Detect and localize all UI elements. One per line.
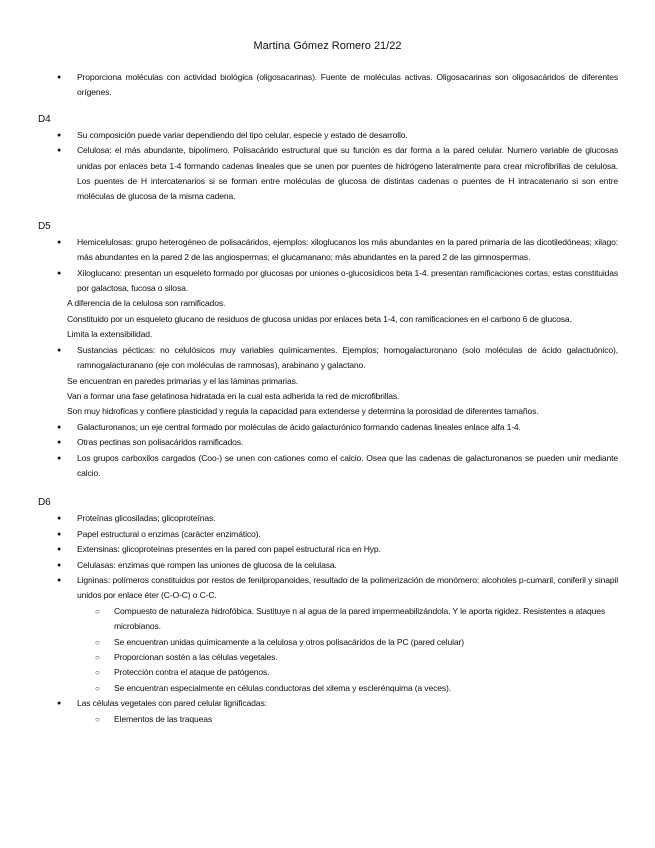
note-line: Son muy hidrofícas y confiere plasticidad y regula la capacidad para extenderse y determina la porosidad de diferentes tamaños.	[67, 406, 539, 417]
list-item: ● Papel estructural o enzimas (carácter enzimático).	[38, 527, 618, 542]
d5-list-end	[38, 420, 618, 482]
list-item: ● Sustancias pécticas: no celulósicos muy variables químicamentes. Ejemplos; homogalacturonano (solo moléculas de ácido galactuónico), ramnogalacturanano (eje con moléculas de ramnosas), arabinano y galactano.	[38, 343, 618, 374]
page-header: Martina Gómez Romero 21/22	[253, 40, 402, 52]
note-line: A diferencia de la celulosa son ramificados.	[67, 298, 226, 309]
sub-list-item: ○ Protección contra el ataque de patógenos.	[38, 665, 618, 680]
sub-list-item: ○ Proporcionan sostén a las células vegetales.	[38, 650, 618, 665]
note-line: Constituido por un esqueleto glucano de residuos de glucosa unidas por enlaces beta 1-4, con ramificaciones en el carbono 6 de glucosa.	[67, 313, 572, 324]
list-item: ● Celulasas: enzimas que rompen las uniones de glucosa de la celulasa.	[38, 558, 618, 573]
page-content	[38, 70, 618, 727]
sub-list-item: ○ Elementos de las traqueas	[38, 712, 618, 727]
list-item: ● Ligninas: polímeros constituidos por restos de fenilpropanoides, resultado de la polimerización de monómero: alcoholes p-cumaril, coniferil y sinapil unidos por enlace éter (C-O-C) o C-C.	[38, 573, 618, 604]
intro-list	[38, 70, 618, 101]
list-item: ● Galacturonanos; un eje central formado por moléculas de ácido galacturónico formando cadenas lineales enlace alfa 1-4.	[38, 420, 618, 435]
d4-list	[38, 128, 618, 205]
list-item: ● Su composición puede variar dependiendo del tipo celular, especie y estado de desarrollo.	[38, 128, 618, 143]
note-line: Van a formar una fase gelatinosa hidratada en la cual esta adherida la red de microfibrillas.	[67, 390, 400, 401]
list-item: ● Xiloglucano: presentan un esqueleto formado por glucosas por uniones o-glucosídicos beta 1-4. presentan ramificaciones cortas; estas constituidas por galactosa, fucosa o silosa.	[38, 266, 618, 297]
list-item: ● Las células vegetales con pared celular lignificadas:	[38, 696, 618, 711]
list-item: ● Proporciona moléculas con actividad biológica (oligosacarinas). Fuente de moléculas activas. Oligosacarinas son oligosacáridos de diferentes orígenes.	[38, 70, 618, 101]
list-item: ● Otras pectinas son polisacáridos ramificados.	[38, 435, 618, 450]
note-line: Se encuentran en paredes primarias y el las láminas primarias.	[67, 375, 298, 386]
sub-list-item: ○ Se encuentran especialmente en células conductoras del xilema y esclerénquima (a veces).	[38, 681, 618, 696]
sub-list-item: ○ Se encuentran unidas químicamente a la celulosa y otros polisacáridos de la PC (pared celular)	[38, 635, 618, 650]
section-heading-d6: D6	[38, 497, 51, 509]
note-line: Limita la extensibilidad.	[67, 329, 153, 340]
list-item: ● Proteínas glicosiladas; glicoproteínas.	[38, 511, 618, 526]
d5-list	[38, 235, 618, 297]
list-item: ● Celulosa: el más abundante, bipolímero. Polisacárido estructural que su función es dar forma a la pared celular. Numero variable de glucosas unidas por enlaces beta 1-4 formando cadenas lineales que se unen por puentes de hidrógeno lateralmente para crear microfibrillas de celulosa. Los puentes de H intercatenarios si se forman entre moléculas de glucosa de distintas cadenas o puentes de H intracatenario si son entre moléculas de glucosa de la misma cadena.	[38, 143, 618, 205]
section-heading-d5: D5	[38, 220, 51, 232]
list-item: ● Hemicelulosas: grupo heterogéneo de polisacáridos, ejemplos: xiloglucanos los más abundantes en la pared primaria de las dicotiledóneas; xilago: más abundantes en la pared 2 de las angiospermas; el glucamanano; más abundantes en la pared 2 de las gimnospermas.	[38, 235, 618, 266]
section-heading-d4: D4	[38, 113, 51, 125]
list-item: ● Los grupos carboxilos cargados (Coo-) se unen con cationes como el calcio. Osea que las cadenas de galacturonanos se pueden unir mediante calcio.	[38, 451, 618, 482]
d6-list	[38, 511, 618, 727]
sub-list-item: ○ Compuesto de naturaleza hidrofóbica. Sustituye n al agua de la pared impermeabilizándola. Y le aporta rigidez. Resistentes a ataques microbianos.	[38, 604, 618, 635]
d5-list-pectic	[38, 343, 618, 374]
list-item: ● Extensinas: glicoproteínas presentes en la pared con papel estructural rica en Hyp.	[38, 542, 618, 557]
